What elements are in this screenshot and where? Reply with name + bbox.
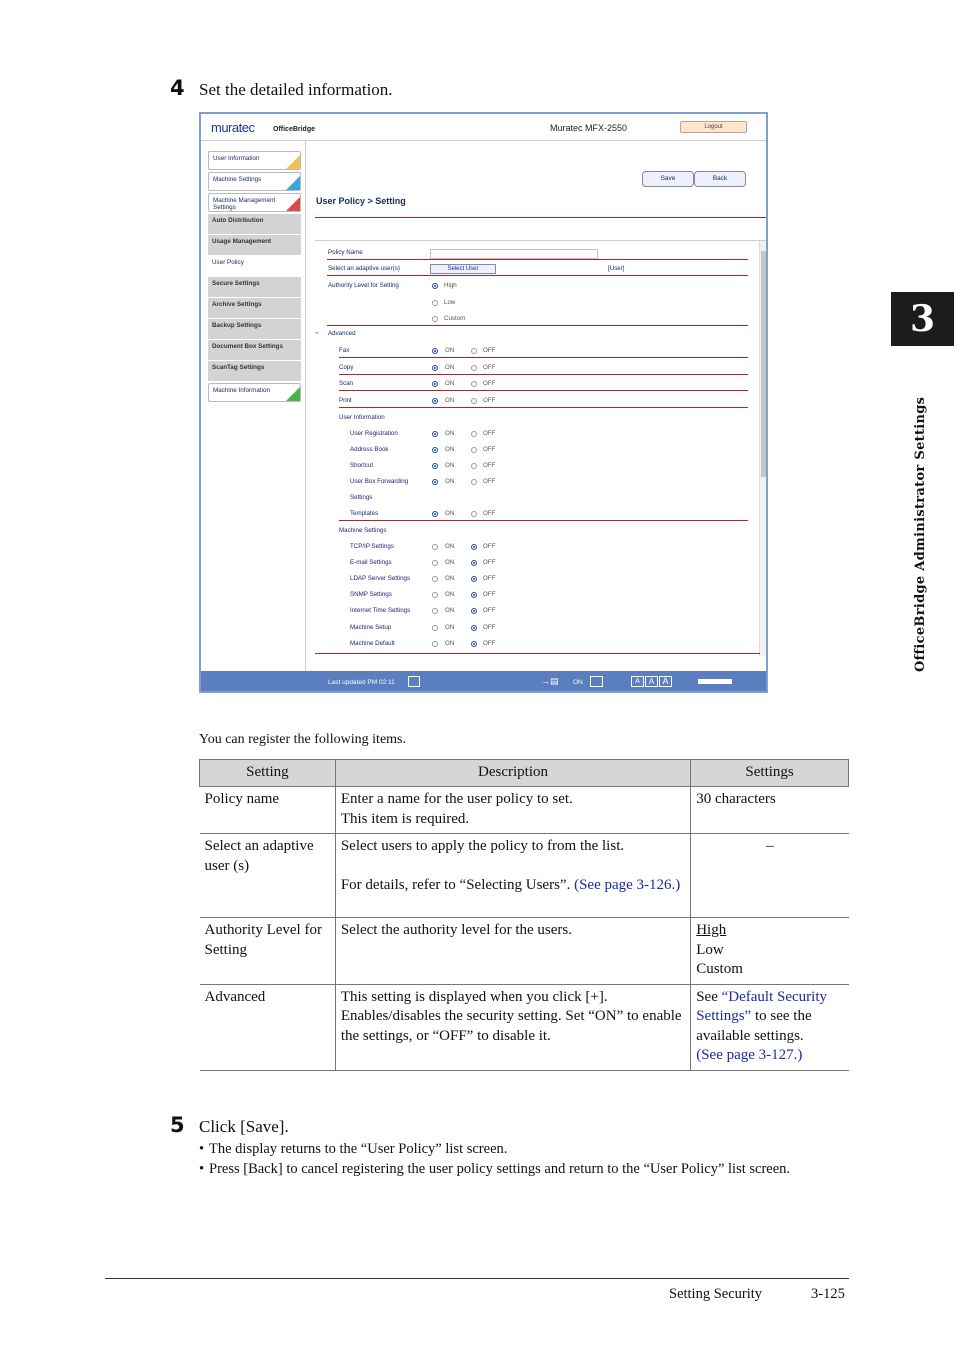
app-header [201, 114, 766, 141]
nav-machine-information[interactable]: Machine Information [208, 383, 301, 402]
collapse-icon[interactable]: − [315, 330, 319, 337]
table-row: Advanced This setting is displayed when you click [+]. Enables/disables the security setting. Set “ON” to enable the settings, or “OFF” to disable it. See “Default Security Settings” to see the available settings. (See page 3-127.) [200, 984, 849, 1070]
list-item: • The display returns to the “User Policy” list screen. [199, 1141, 508, 1157]
templates-on-radio[interactable] [432, 511, 438, 517]
internet-time-off-radio[interactable] [471, 608, 477, 614]
page-number: 3-125 [811, 1286, 845, 1302]
select-user-button[interactable]: Select User [430, 264, 496, 274]
table-row: Authority Level for Setting Select the authority level for the users. High Low Custom [200, 918, 849, 985]
nav-document-box-settings[interactable]: Document Box Settings [208, 340, 301, 360]
email-off-radio[interactable] [471, 560, 477, 566]
copy-on-radio[interactable] [432, 365, 438, 371]
address-book-on-radio[interactable] [432, 447, 438, 453]
intro-text: You can register the following items. [199, 732, 406, 747]
step-5-notes [199, 1140, 859, 1179]
logout-button[interactable]: Logout [680, 121, 747, 133]
row-internet-time: Internet Time Settings ON OFF [350, 607, 496, 614]
font-small-button[interactable]: A [631, 676, 644, 687]
row-fax: Fax ON OFF [315, 344, 748, 358]
breadcrumb: User Policy > Setting [316, 196, 406, 206]
nav-scantag-settings[interactable]: ScanTag Settings [208, 361, 301, 381]
model-name: Muratec MFX-2550 [550, 123, 628, 133]
machine-default-off-radio[interactable] [471, 641, 477, 647]
status-bar [201, 671, 766, 693]
step-number: 4 [170, 76, 185, 100]
step-text: Click [Save]. [199, 1117, 289, 1136]
see-page-link-2[interactable]: (See page 3-127.) [696, 1047, 803, 1063]
row-user-registration: User Registration ON OFF [350, 430, 496, 437]
ldap-on-radio[interactable] [432, 576, 438, 582]
back-button[interactable]: Back [694, 171, 746, 187]
settings-form: Policy Name Select an adaptive user(s) Select User [User] Authority Level for Setting High Low Custom − Advanced Fax ON OFF Copy ON OFF Scan ON OFF Print ON OFF User Registration ON OFF Address Book ON OFF Shortcut ON OFF User Box Forwarding ON OFF Settings Templates ON OFF TCP/IP Settings ON OFF E-mail Settings ON OFF LDAP Server Settings ON OFF SNMP Settings ON OFF Internet Time Settings ON OFF Machine Setup ON OFF Machine Default ON OFF User Information Machine Settings [315, 240, 767, 656]
header-setting: Setting [200, 760, 336, 787]
nav-user-information[interactable]: User Information [208, 151, 301, 170]
header-settings: Settings [691, 760, 849, 787]
footer-section: Setting Security [669, 1286, 763, 1302]
row-ldap: LDAP Server Settings ON OFF [350, 575, 496, 582]
list-item: • Press [Back] to cancel registering the user policy settings and return to the “User Policy” list screen. [199, 1160, 791, 1177]
row-settings: Settings [350, 494, 373, 501]
row-snmp: SNMP Settings ON OFF [350, 591, 496, 598]
address-book-off-radio[interactable] [471, 447, 477, 453]
nav-user-policy[interactable]: User Policy [212, 259, 244, 266]
email-on-radio[interactable] [432, 560, 438, 566]
custom-radio[interactable] [432, 316, 438, 322]
header-description: Description [335, 760, 690, 787]
nav-secure-settings[interactable]: Secure Settings [208, 277, 301, 297]
header-rule [315, 217, 766, 218]
save-button[interactable]: Save [642, 171, 694, 187]
scan-off-radio[interactable] [471, 381, 477, 387]
row-scan: Scan ON OFF [315, 377, 748, 391]
step-4 [170, 76, 393, 100]
row-machine-default: Machine Default ON OFF [350, 640, 496, 647]
row-machine-setup: Machine Setup ON OFF [350, 624, 496, 631]
status-on: ON [573, 679, 583, 686]
snmp-on-radio[interactable] [432, 592, 438, 598]
swap-icon[interactable] [590, 676, 603, 687]
user-registration-off-radio[interactable] [471, 431, 477, 437]
settings-table [199, 759, 849, 1071]
high-radio[interactable] [432, 283, 438, 289]
nav-machine-management-settings[interactable]: Machine Management Settings [208, 193, 301, 212]
last-updated: Last updated PM 02:11 [328, 679, 395, 686]
machine-setup-on-radio[interactable] [432, 625, 438, 631]
user-box-forwarding-on-radio[interactable] [432, 479, 438, 485]
machine-default-on-radio[interactable] [432, 641, 438, 647]
print-on-radio[interactable] [432, 398, 438, 404]
nav-archive-settings[interactable]: Archive Settings [208, 298, 301, 318]
footer-rule [105, 1278, 849, 1279]
screenshot-window [199, 112, 768, 693]
font-medium-button[interactable]: A [645, 676, 658, 687]
row-tcpip: TCP/IP Settings ON OFF [350, 543, 496, 550]
copy-off-radio[interactable] [471, 365, 477, 371]
nav-machine-settings[interactable]: Machine Settings [208, 172, 301, 191]
row-advanced: − Advanced [315, 330, 356, 337]
internet-time-on-radio[interactable] [432, 608, 438, 614]
chapter-tab: 3 [891, 292, 954, 346]
logo: muratec [211, 120, 255, 135]
policy-name-input[interactable] [430, 249, 598, 259]
machine-setup-off-radio[interactable] [471, 625, 477, 631]
row-shortcut: Shortcut ON OFF [350, 462, 496, 469]
main-content [307, 141, 766, 671]
logo-subtitle: OfficeBridge [273, 126, 316, 133]
scrollbar[interactable] [759, 241, 767, 656]
row-authority: Authority Level for Setting High [328, 282, 457, 289]
sidebar [201, 141, 306, 671]
nav-auto-distribution[interactable]: Auto Distribution [208, 214, 301, 234]
row-copy: Copy ON OFF [315, 361, 748, 375]
fax-off-radio[interactable] [471, 348, 477, 354]
default-security-link[interactable]: “Default Security Settings” [696, 988, 827, 1024]
chapter-label: OfficeBridge Administrator Settings [913, 396, 928, 672]
step-5 [170, 1113, 289, 1137]
table-row: Select an adaptive user (s) Select users to apply the policy to from the list. For details, refer to “Selecting Users”. (See page 3-126.) – [200, 834, 849, 918]
row-templates: Templates ON OFF [315, 507, 748, 521]
row-address-book: Address Book ON OFF [350, 446, 496, 453]
tcpip-off-radio[interactable] [471, 544, 477, 550]
user-box-forwarding-off-radio[interactable] [471, 479, 477, 485]
nav-usage-management[interactable]: Usage Management [208, 235, 301, 255]
step-text: Set the detailed information. [199, 80, 393, 99]
snmp-off-radio[interactable] [471, 592, 477, 598]
refresh-icon[interactable] [408, 676, 420, 687]
row-user-box-forwarding: User Box Forwarding ON OFF [350, 478, 496, 485]
row-print: Print ON OFF [315, 394, 748, 408]
tcpip-on-radio[interactable] [432, 544, 438, 550]
templates-off-radio[interactable] [471, 511, 477, 517]
table-row: Policy name Enter a name for the user policy to set. This item is required. 30 characters [200, 787, 849, 834]
row-policy-name: Policy Name [315, 246, 748, 260]
shortcut-on-radio[interactable] [432, 463, 438, 469]
see-page-link[interactable]: (See page 3-126.) [574, 877, 681, 893]
font-large-button[interactable]: A [659, 676, 672, 687]
user-registration-on-radio[interactable] [432, 431, 438, 437]
device-icon: →▤ [541, 676, 559, 686]
shortcut-off-radio[interactable] [471, 463, 477, 469]
nav-backup-settings[interactable]: Backup Settings [208, 319, 301, 339]
scan-on-radio[interactable] [432, 381, 438, 387]
ldap-off-radio[interactable] [471, 576, 477, 582]
row-email: E-mail Settings ON OFF [350, 559, 496, 566]
step-number: 5 [170, 1113, 185, 1137]
fax-on-radio[interactable] [432, 348, 438, 354]
print-off-radio[interactable] [471, 398, 477, 404]
progress-bar [698, 679, 732, 684]
row-adaptive-users: Select an adaptive user(s) Select User [User] [315, 262, 748, 276]
low-radio[interactable] [432, 300, 438, 306]
